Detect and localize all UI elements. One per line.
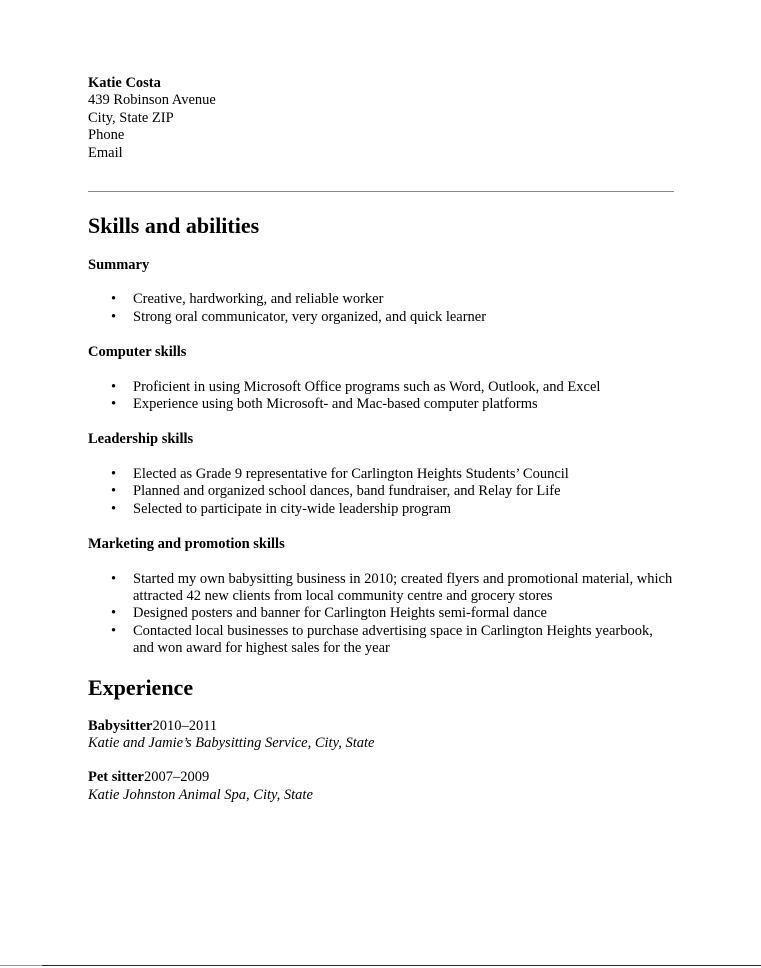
list-item: • Planned and organized school dances, band fundraiser, and Relay for Life (133, 483, 674, 500)
list-item: • Experience using both Microsoft- and Mac-based computer platforms (133, 396, 674, 413)
list-item: • Elected as Grade 9 representative for Carlington Heights Students’ Council (133, 466, 674, 483)
list-item: • Designed posters and banner for Carlington Heights semi-formal dance (133, 605, 674, 622)
computer-skills-list (88, 379, 674, 414)
contact-address: 439 Robinson Avenue (88, 92, 216, 109)
job-title: Babysitter (88, 717, 153, 734)
leadership-skills-heading: Leadership skills (88, 431, 194, 448)
section-divider (88, 191, 674, 192)
computer-skills-heading: Computer skills (88, 344, 187, 361)
page-edge (42, 965, 761, 966)
contact-block (88, 75, 674, 162)
job-title: Pet sitter (88, 769, 144, 786)
job-dates: 2007–2009 (143, 769, 210, 786)
contact-phone: Phone (88, 127, 125, 144)
marketing-skills-heading: Marketing and promotion skills (88, 536, 285, 553)
job-entry (88, 769, 674, 804)
list-item: • Creative, hardworking, and reliable worker (133, 291, 674, 308)
marketing-skills-list (88, 571, 674, 658)
job-company: Katie Johnston Animal Spa, City, State (88, 786, 313, 803)
contact-city: City, State ZIP (88, 109, 174, 126)
list-item: • Selected to participate in city-wide leadership program (133, 501, 674, 518)
contact-name: Katie Costa (88, 75, 161, 91)
list-item: • Proficient in using Microsoft Office programs such as Word, Outlook, and Excel (133, 379, 674, 396)
summary-list (88, 291, 674, 326)
job-company: Katie and Jamie’s Babysitting Service, City, State (88, 734, 375, 751)
list-item: • Contacted local businesses to purchase advertising space in Carlington Heights yearbook, and won award for highest sales for the year (133, 623, 674, 658)
list-item: • Strong oral communicator, very organized, and quick learner (133, 309, 674, 326)
summary-heading: Summary (88, 257, 150, 274)
contact-email: Email (88, 144, 123, 161)
page-edge-left (0, 965, 42, 966)
experience-heading: Experience (88, 674, 194, 700)
job-entry (88, 718, 674, 753)
skills-heading: Skills and abilities (88, 213, 260, 239)
resume-page (88, 75, 674, 804)
job-dates: 2010–2011 (152, 717, 218, 734)
leadership-skills-list (88, 466, 674, 518)
list-item: • Started my own babysitting business in 2010; created flyers and promotional material, which attracted 42 new clients from local community centre and grocery stores (133, 571, 674, 606)
